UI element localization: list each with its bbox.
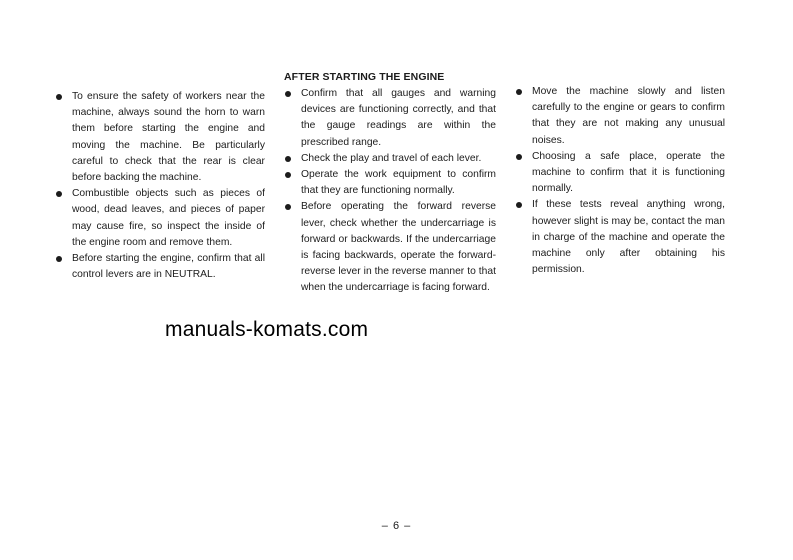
list-item (284, 151, 496, 167)
bullet-icon (56, 94, 62, 100)
list-item-text: Choosing a safe place, operate the machine to confirm that it is functioning normally. (532, 150, 725, 195)
list-item-text: Before starting the engine, confirm that all control levers are in NEUTRAL. (72, 253, 265, 281)
bullet-icon (516, 89, 522, 95)
bullet-icon (56, 256, 62, 262)
list-item-text: Operate the work equipment to confirm that they are functioning normally. (301, 169, 496, 197)
list-item (55, 89, 265, 186)
list-item (515, 84, 725, 149)
list-item-text: Move the machine slowly and listen carefully to the engine or gears to confirm that they are not making any unusual noises. (532, 86, 725, 146)
list-item-text: Confirm that all gauges and warning devices are functioning correctly, and that the gauge readings are within the prescribed range. (301, 88, 496, 148)
bullet-icon (516, 202, 522, 208)
bullet-icon (285, 204, 291, 210)
bullet-icon (56, 191, 62, 197)
right-bullet-list (515, 84, 725, 278)
watermark: manuals-komats.com (165, 318, 369, 341)
left-bullet-list (55, 89, 265, 283)
list-item (515, 149, 725, 198)
list-item-text: Check the play and travel of each lever. (301, 152, 482, 164)
bullet-icon (516, 154, 522, 160)
list-item (515, 197, 725, 278)
bullet-icon (285, 172, 291, 178)
section-heading: AFTER STARTING THE ENGINE (284, 71, 445, 83)
right-column (515, 84, 725, 278)
bullet-icon (285, 91, 291, 97)
list-item (284, 86, 496, 151)
middle-column (284, 70, 496, 297)
list-item-text: If these tests reveal anything wrong, however slight is may be, contact the man in charge of the machine and operate the machine only after obtaining his permission. (532, 199, 725, 276)
left-column (55, 89, 265, 283)
list-item-text: Combustible objects such as pieces of wood, dead leaves, and pieces of paper may cause fire, so inspect the inside of the engine room and remove them. (72, 188, 265, 248)
list-item (284, 199, 496, 296)
list-item-text: To ensure the safety of workers near the machine, always sound the horn to warn them before starting the engine and moving the machine. Be particularly careful to check that the rear is clear before backing the machine. (72, 91, 265, 184)
list-item-text: Before operating the forward reverse lever, check whether the undercarriage is forward or backwards. If the undercarriage is facing backwards, operate the forward-reverse lever in the reverse manner to that when the undercarriage is facing forward. (301, 201, 496, 294)
bullet-icon (285, 156, 291, 162)
page-number: – 6 – (381, 520, 412, 532)
middle-bullet-list (284, 86, 496, 297)
list-item (55, 251, 265, 283)
list-item (55, 186, 265, 251)
list-item (284, 167, 496, 199)
